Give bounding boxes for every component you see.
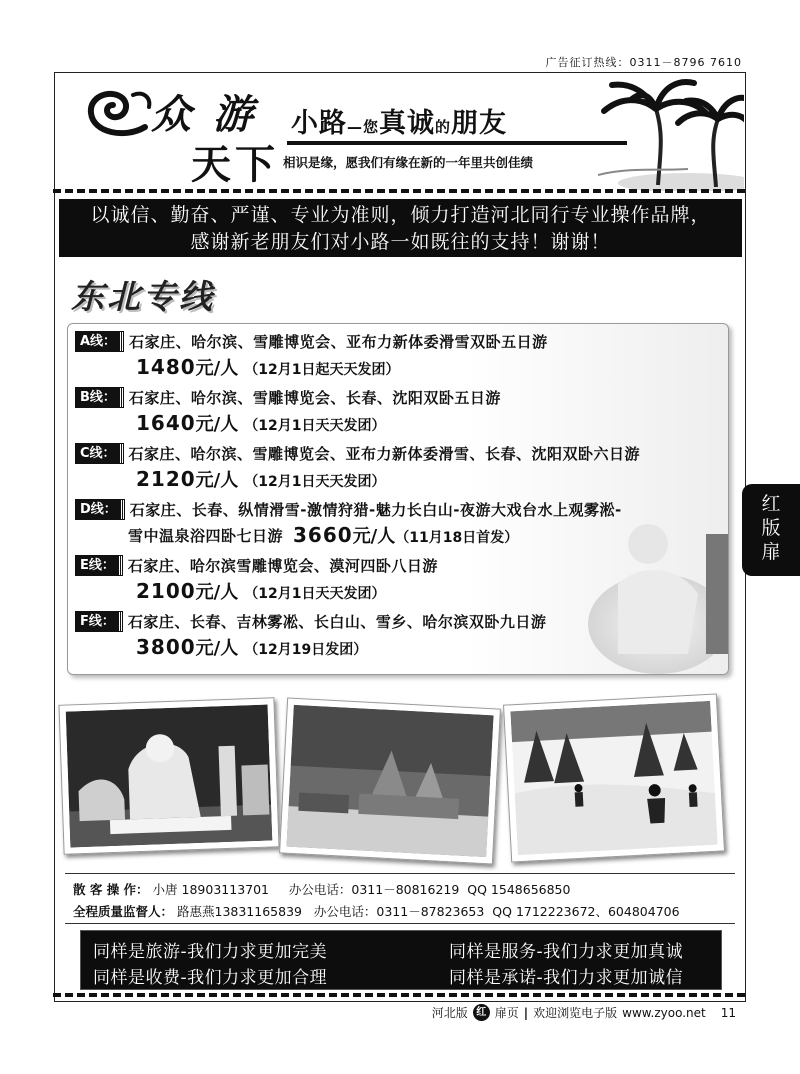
footer-section: 扉页 bbox=[494, 1006, 519, 1020]
promise-banner bbox=[81, 931, 721, 989]
route-f bbox=[76, 608, 726, 660]
slogan-dash: —您 bbox=[347, 118, 380, 136]
page-number: 11 bbox=[720, 1005, 736, 1020]
route-price: 3800元/人 （12月19日发团） bbox=[136, 635, 368, 659]
footer-welcome: 欢迎浏览电子版 bbox=[533, 1006, 618, 1020]
page-frame bbox=[54, 72, 746, 1002]
header-banner bbox=[55, 73, 744, 191]
slogan-part-c: 朋友 bbox=[451, 108, 508, 139]
sub-slogan: 相识是缘，愿我们有缘在新的一年里共创佳绩 bbox=[283, 155, 534, 170]
route-tag: B线： bbox=[76, 388, 123, 407]
route-name: 石家庄、哈尔滨、雪雕博览会、亚布力新体委滑雪、长春、沈阳双卧六日游 bbox=[128, 444, 641, 463]
route-b bbox=[76, 384, 726, 436]
brand-name-line1: 众 游 bbox=[151, 91, 257, 138]
route-name: 石家庄、哈尔滨雪雕博览会、漠河四卧八日游 bbox=[127, 556, 438, 575]
route-tag: F线： bbox=[76, 612, 122, 631]
promise-1: 同样是旅游-我们力求更加完美 bbox=[93, 942, 328, 962]
footer-edition: 河北版 bbox=[431, 1006, 468, 1020]
route-name: 石家庄、哈尔滨、雪雕博览会、亚布力新体委滑雪双卧五日游 bbox=[129, 332, 548, 351]
section-title: 东北专线 bbox=[71, 277, 215, 316]
motto-banner bbox=[59, 199, 742, 257]
route-c bbox=[76, 440, 726, 492]
contact-rule-bottom bbox=[65, 923, 735, 924]
route-price: 2120元/人 （12月1日天天发团） bbox=[136, 467, 386, 491]
dashed-divider-bottom bbox=[53, 993, 745, 997]
slogan-de: 的 bbox=[435, 118, 452, 136]
route-price: 1640元/人 （12月1日天天发团） bbox=[136, 411, 386, 435]
contact-rule-top bbox=[65, 873, 735, 874]
route-tag: C线： bbox=[76, 444, 123, 463]
promise-4: 同样是承诺-我们力求更加诚信 bbox=[449, 968, 684, 988]
route-d bbox=[76, 496, 726, 548]
slogan-underline bbox=[287, 141, 627, 145]
route-price: 1480元/人 （12月1日起天天发团） bbox=[136, 355, 400, 379]
route-list bbox=[67, 323, 729, 675]
route-tag: D线： bbox=[76, 500, 124, 519]
red-badge-icon: 红 bbox=[473, 1004, 490, 1021]
route-name-continued: 雪中温泉浴四卧七日游 bbox=[128, 526, 284, 545]
brand-name-line2: 天下 bbox=[191, 141, 279, 188]
photo-skiing bbox=[503, 694, 725, 863]
photo-snow-castle bbox=[279, 698, 501, 865]
contact-row-2: 全程质量监督人： 路惠燕13831165839 办公电话：0311－87823653 QQ 1712223672、604804706 bbox=[73, 904, 680, 919]
ad-hotline: 广告征订热线：0311－8796 7610 bbox=[545, 56, 742, 69]
page-footer bbox=[432, 1004, 736, 1021]
footer-divider: | bbox=[523, 1005, 529, 1020]
route-price: 2100元/人 （12月1日天天发团） bbox=[136, 579, 386, 603]
route-tag: E线： bbox=[76, 556, 122, 575]
slogan-part-b: 真诚 bbox=[379, 108, 436, 139]
route-e bbox=[76, 552, 726, 604]
section-side-tab[interactable]: 红 版 扉 bbox=[742, 484, 800, 576]
dashed-divider bbox=[53, 189, 745, 193]
promise-3: 同样是收费-我们力求更加合理 bbox=[93, 968, 328, 988]
route-tag: A线： bbox=[76, 332, 123, 351]
palm-trees-icon bbox=[598, 75, 744, 191]
footer-url[interactable]: www.zyoo.net bbox=[622, 1005, 706, 1020]
photo-ice-sculpture bbox=[58, 697, 279, 854]
route-price: 3660元/人（11月18日首发） bbox=[293, 523, 519, 547]
route-a bbox=[76, 328, 726, 380]
promise-2: 同样是服务-我们力求更加真诚 bbox=[449, 942, 684, 962]
route-name: 石家庄、哈尔滨、雪雕博览会、长春、沈阳双卧五日游 bbox=[128, 388, 501, 407]
slogan-part-a: 小路 bbox=[291, 108, 347, 139]
motto-line-1: 以诚信、勤奋、严谨、专业为准则，倾力打造河北同行专业操作品牌， bbox=[90, 204, 711, 226]
slogan bbox=[291, 101, 507, 140]
route-name: 石家庄、长春、吉林雾凇、长白山、雪乡、哈尔滨双卧九日游 bbox=[127, 612, 547, 631]
route-name: 石家庄、长春、纵情滑雪-激情狩猎-魅力长白山-夜游大戏台水上观雾淞- bbox=[129, 500, 622, 519]
motto-line-2: 感谢新老朋友们对小路一如既往的支持！谢谢！ bbox=[190, 231, 611, 253]
contact-row-1: 散 客 操 作： 小唐 18903113701 办公电话：0311－80816219 QQ 1548656850 bbox=[73, 882, 571, 897]
swirl-logo-icon bbox=[85, 87, 153, 137]
